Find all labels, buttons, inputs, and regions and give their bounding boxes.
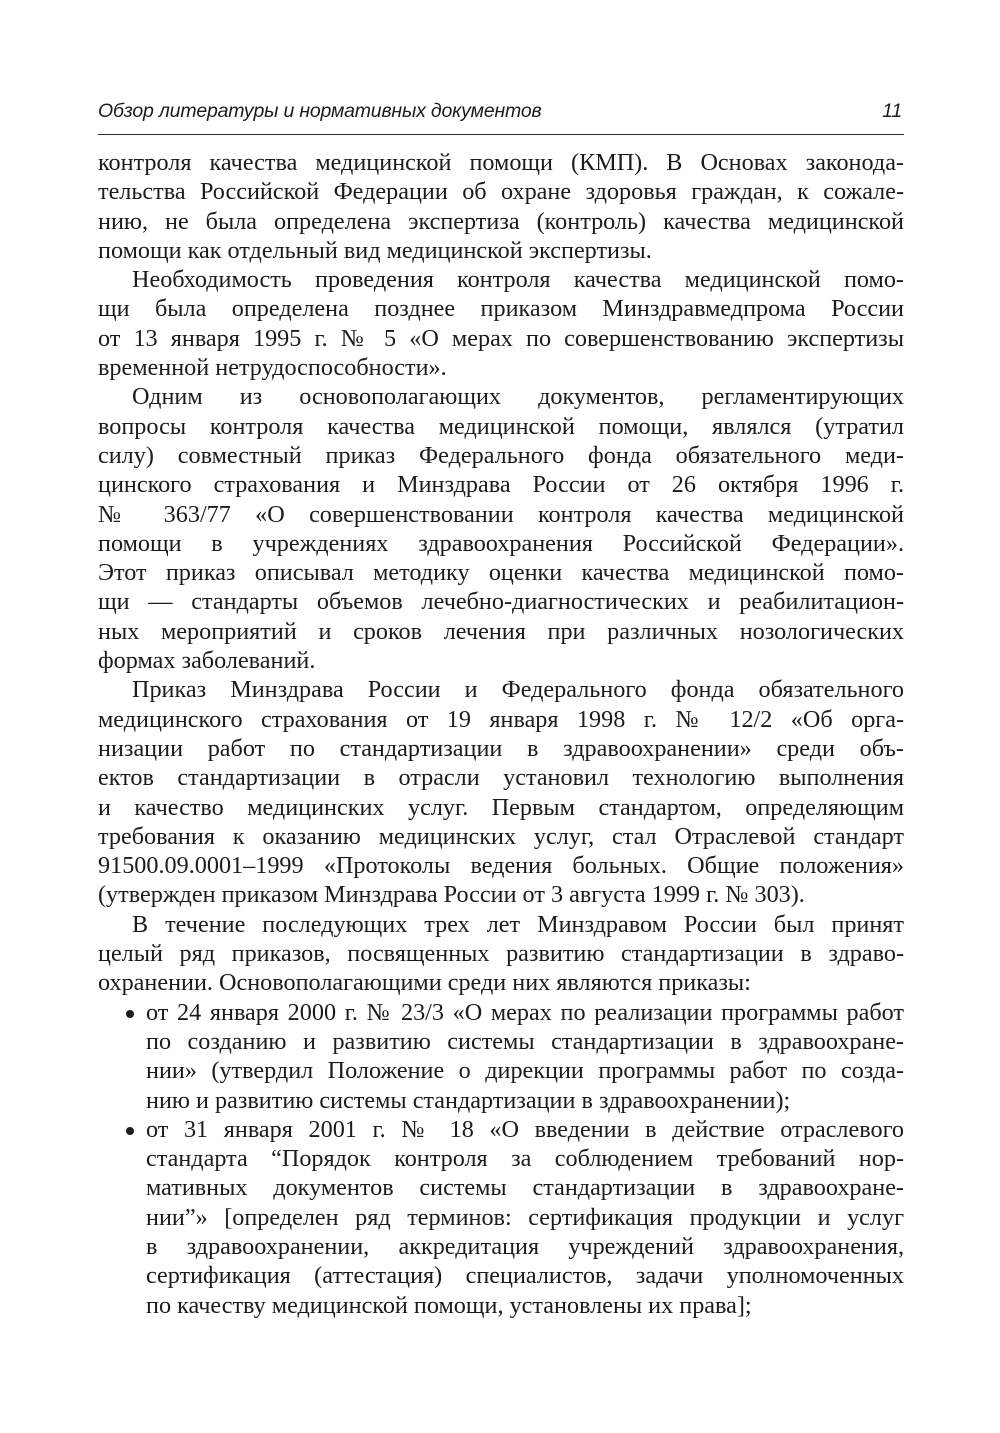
text-line: от 13 января 1995 г. № 5 «О мерах по совершенствованию экспертизы xyxy=(98,324,904,352)
paragraph xyxy=(98,910,904,998)
orders-list xyxy=(98,998,904,1320)
text-line: помощи как отдельный вид медицинской экспертизы. xyxy=(98,236,652,264)
text-line: по созданию и развитию системы стандартизации в здравоохране- xyxy=(146,1027,904,1055)
text-line: мативных документов системы стандартизации в здравоохране- xyxy=(146,1174,904,1202)
text-line: силу) совместный приказ Федерального фонда обязательного меди- xyxy=(98,441,904,469)
text-line: нию, не была определена экспертиза (контроль) качества медицинской xyxy=(98,207,904,235)
text-line: цинского страхования и Минздрава России от 26 октября 1996 г. xyxy=(98,471,904,499)
text-line: помощи в учреждениях здравоохранения Российской Федерации». xyxy=(98,529,904,557)
paragraph xyxy=(98,675,904,909)
text-line: в здравоохранении, аккредитация учреждений здравоохранения, xyxy=(146,1232,904,1260)
text-line: временной нетрудоспособности». xyxy=(98,354,447,382)
text-line: медицинского страхования от 19 января 1998 г. № 12/2 «Об орга- xyxy=(98,705,904,733)
paragraph xyxy=(98,382,904,675)
text-line: Одним из основополагающих документов, регламентирующих xyxy=(132,383,904,411)
text-line: 91500.09.0001–1999 «Протоколы ведения больных. Общие положения» xyxy=(98,852,904,880)
page-number: 11 xyxy=(882,100,902,122)
text-line: щи была определена позднее приказом Минздравмедпрома России xyxy=(98,295,904,323)
text-line: нию и развитию системы стандартизации в здравоохранении); xyxy=(146,1086,791,1114)
running-header xyxy=(98,98,904,135)
text-line: № 363/77 «О совершенствовании контроля качества медицинской xyxy=(98,500,904,528)
text-line: формах заболеваний. xyxy=(98,647,316,675)
text-line: нии» (утвердил Положение о дирекции программы работ по созда- xyxy=(146,1057,904,1085)
text-line: вопросы контроля качества медицинской помощи, являлся (утратил xyxy=(98,412,904,440)
page-body xyxy=(98,148,904,1320)
text-line: В течение последующих трех лет Минздравом России был принят xyxy=(132,910,904,938)
text-line: стандарта “Порядок контроля за соблюдением требований нор- xyxy=(146,1145,904,1173)
text-line: Необходимость проведения контроля качества медицинской помо- xyxy=(132,266,904,294)
paragraph xyxy=(98,148,904,265)
text-line: щи — стандарты объемов лечебно-диагностических и реабилитацион- xyxy=(98,588,904,616)
text-line: ектов стандартизации в отрасли установил технологию выполнения xyxy=(98,764,904,792)
text-line: нии”» [определен ряд терминов: сертификация продукции и услуг xyxy=(146,1203,904,1231)
text-line: (утвержден приказом Минздрава России от 3 августа 1999 г. № 303). xyxy=(98,881,805,909)
text-line: от 31 января 2001 г. № 18 «О введении в действие отраслевого xyxy=(146,1115,904,1143)
section-title: Обзор литературы и нормативных документов xyxy=(98,100,542,122)
text-line: и качество медицинских услуг. Первым стандартом, определяющим xyxy=(98,793,904,821)
text-line: ных мероприятий и сроков лечения при различных нозологических xyxy=(98,617,904,645)
text-line: Приказ Минздрава России и Федерального фонда обязательного xyxy=(132,676,904,704)
text-line: требования к оказанию медицинских услуг, стал Отраслевой стандарт xyxy=(98,822,904,850)
list-item xyxy=(98,998,904,1115)
text-line: контроля качества медицинской помощи (КМП). В Основах законода- xyxy=(98,149,904,176)
text-line: по качеству медицинской помощи, установлены их права]; xyxy=(146,1291,752,1319)
paragraph xyxy=(98,265,904,382)
text-line: охранении. Основополагающими среди них являются приказы: xyxy=(98,969,751,997)
bullet-icon xyxy=(126,1127,134,1135)
list-item xyxy=(98,1115,904,1320)
bullet-icon xyxy=(126,1010,134,1018)
text-line: от 24 января 2000 г. № 23/3 «О мерах по реализации программы работ xyxy=(146,998,904,1026)
text-line: Этот приказ описывал методику оценки качества медицинской помо- xyxy=(98,559,904,587)
text-line: низации работ по стандартизации в здравоохранении» среди объ- xyxy=(98,734,904,762)
text-line: целый ряд приказов, посвященных развитию стандартизации в здраво- xyxy=(98,940,904,968)
text-line: сертификация (аттестация) специалистов, задачи уполномоченных xyxy=(146,1262,904,1290)
text-line: тельства Российской Федерации об охране здоровья граждан, к сожале- xyxy=(98,178,904,206)
